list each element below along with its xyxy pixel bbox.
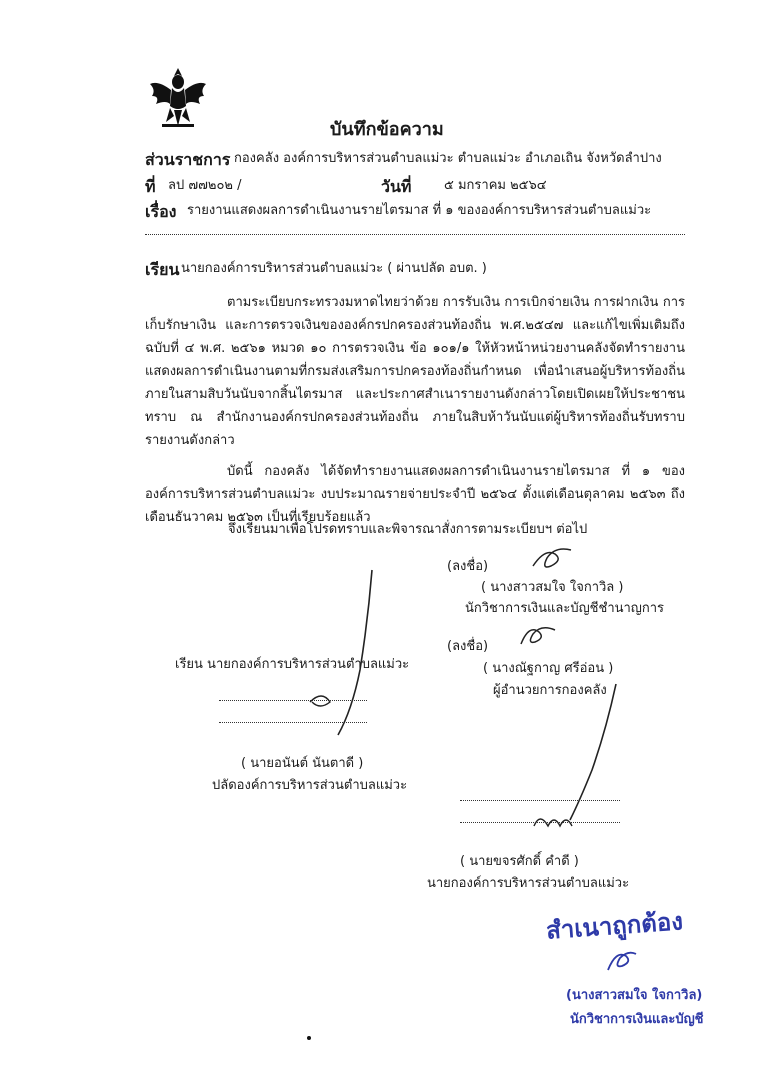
signature-2-icon bbox=[515, 618, 560, 652]
subject-value: รายงานแสดงผลการดำเนินงานรายไตรมาส ที่ ๑ ขององค์การบริหารส่วนตำบลแม่วะ bbox=[187, 203, 652, 218]
subject-label: เรื่อง bbox=[145, 202, 177, 221]
sign-label-2: (ลงชื่อ) bbox=[447, 639, 489, 654]
ref-value: ลป ๗๗๒๐๒ / bbox=[168, 178, 242, 193]
sign-label-1: (ลงชื่อ) bbox=[447, 559, 489, 574]
signer-2-title: ผู้อำนวยการกองคลัง bbox=[493, 683, 607, 698]
page-title: บันทึกข้อความ bbox=[330, 119, 444, 140]
body-paragraph-1: ตามระเบียบกระทรวงมหาดไทยว่าด้วย การรับเงิน การเบิกจ่ายเงิน การฝากเงิน การเก็บรักษาเงิน และการตรวจเงินขององค์กรปกครองส่วนท้องถิ่น พ.ศ.๒๕๔๗ และแก้ไขเพิ่มเติมถึงฉบับที่ ๔ พ.ศ. ๒๕๖๑ หมวด ๑๐ การตรวจเงิน ข้อ ๑๐๑/๑ ให้หัวหน้าหน่วยงานคลังจัดทำรายงานแสดงผลการดำเนินงานตามที่กรมส่งเสริมการปกครองท้องถิ่นกำหนด เพื่อนำเสนอผู้บริหารท้องถิ่นภายในสามสิบวันนับจากสิ้นไตรมาส และประกาศสำเนารายงานดังกล่าวโดยเปิดเผยให้ประชาชนทราบ ณ สำนักงานองค์กรปกครองส่วนท้องถิ่น ภายในสิบห้าวันนับแต่ผู้บริหารท้องถิ่นรับทราบรายงานดังกล่าว bbox=[145, 295, 685, 448]
deputy-title: ปลัดองค์การบริหารส่วนตำบลแม่วะ bbox=[212, 778, 408, 793]
closing-line: จึงเรียนมาเพื่อโปรดทราบและพิจารณาสั่งการตามระเบียบฯ ต่อไป bbox=[228, 522, 588, 537]
deputy-signature-icon bbox=[290, 560, 380, 750]
mayor-signature-icon bbox=[520, 680, 630, 840]
signer-1-title: นักวิชาการเงินและบัญชีชำนาญการ bbox=[465, 601, 665, 616]
salutation-value: นายกองค์การบริหารส่วนตำบลแม่วะ ( ผ่านปลัด อบต. ) bbox=[181, 261, 487, 276]
date-value: ๕ มกราคม ๒๕๖๔ bbox=[444, 178, 547, 193]
body-paragraph-2: บัดนี้ กองคลัง ได้จัดทำรายงานแสดงผลการดำเนินงานรายไตรมาส ที่ ๑ ขององค์การบริหารส่วนตำบลแม่วะ งบประมาณรายจ่ายประจำปี ๒๕๖๔ ตั้งแต่เดือนตุลาคม ๒๕๖๓ ถึง เดือนธันวาคม ๒๕๖๓ เป็นที่เรียบร้อยแล้ว bbox=[145, 464, 685, 525]
stamp-signature-icon bbox=[600, 944, 640, 978]
mayor-comment-line-1 bbox=[460, 800, 620, 801]
mayor-name: ( นายขจรศักดิ์ คำดี ) bbox=[460, 854, 579, 869]
forward-to-line: เรียน นายกองค์การบริหารส่วนตำบลแม่วะ bbox=[175, 657, 410, 672]
deputy-name: ( นายอนันต์ นันตาดี ) bbox=[241, 756, 364, 771]
signer-1-name: ( นางสาวสมใจ ใจกาวิล ) bbox=[481, 580, 624, 595]
header-divider bbox=[145, 234, 685, 235]
page-dot bbox=[307, 1036, 311, 1040]
stamp-name: (นางสาวสมใจ ใจกาวิล) bbox=[566, 988, 703, 1003]
garuda-emblem-icon bbox=[148, 66, 208, 130]
mayor-title: นายกองค์การบริหารส่วนตำบลแม่วะ bbox=[427, 876, 630, 891]
signer-2-name: ( นางณัฐกาญ ศรีอ่อน ) bbox=[483, 661, 614, 676]
agency-label: ส่วนราชการ bbox=[145, 150, 231, 169]
salutation-label: เรียน bbox=[145, 260, 180, 279]
certified-copy-stamp: สำเนาถูกต้อง bbox=[545, 907, 684, 945]
agency-value: กองคลัง องค์การบริหารส่วนตำบลแม่วะ ตำบลแม่วะ อำเภอเถิน จังหวัดลำปาง bbox=[234, 151, 662, 166]
date-label: วันที่ bbox=[381, 177, 412, 196]
stamp-title: นักวิชาการเงินและบัญชี bbox=[570, 1012, 704, 1027]
ref-label: ที่ bbox=[145, 177, 156, 196]
signature-1-icon bbox=[525, 544, 580, 574]
mayor-comment-line-2 bbox=[460, 822, 620, 823]
